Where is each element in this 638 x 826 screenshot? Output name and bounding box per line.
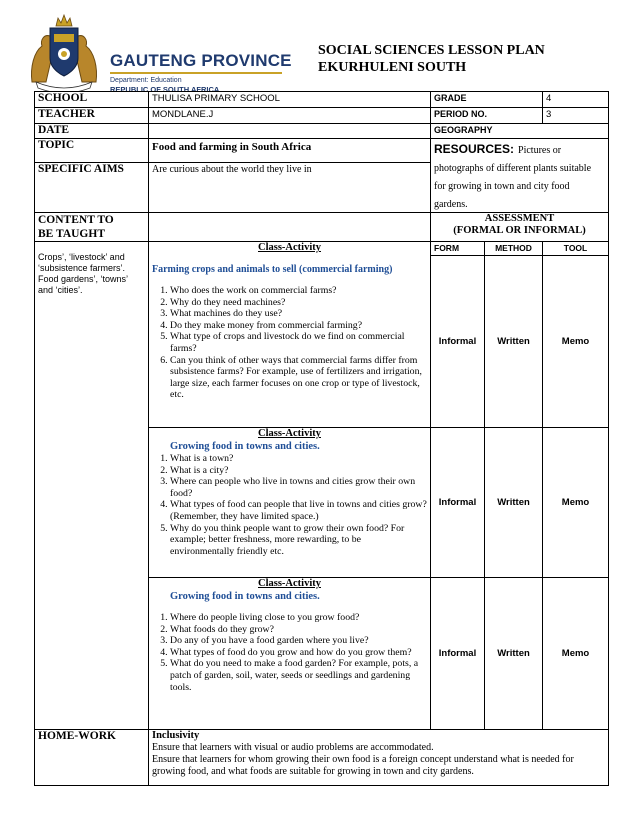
list-item: 1. Where do people living close to you grow food? [170,612,427,624]
period-value: 3 [543,108,609,124]
form-header: FORM [431,242,485,256]
activity-3-title: Class-Activity [258,578,321,589]
method-header: METHOD [485,242,543,256]
activity-3-questions [152,612,427,693]
brand-divider [110,72,282,74]
activity-1-questions [152,285,427,401]
activity-3-method: Written [485,578,543,730]
activity-2-form: Informal [431,428,485,578]
list-item: 3. Do any of you have a food garden where you live? [170,635,427,647]
subject-value: GEOGRAPHY [431,124,609,139]
school-label: SCHOOL [35,92,149,108]
activity-1-method: Written [485,256,543,428]
content-header-blank [149,213,431,242]
activity-2-tool: Memo [543,428,609,578]
content-label-line2: BE TAUGHT [38,228,105,240]
lesson-plan-table [34,91,609,786]
list-item: 1. Who does the work on commercial farms? [170,285,427,297]
content-label [35,213,149,242]
list-item: 5. What do you need to make a food garden? For example, pots, a patch of garden, soil, water, seeds or seedlings and gardening tools. [170,658,427,693]
list-item: 3. Where can people who live in towns and cities grow their own food? [170,476,427,499]
homework-line1: Ensure that learners with visual or audio problems are accommodated. [152,742,434,753]
homework-line2: Ensure that learners for whom growing their own food is a foreign concept understand what is needed for growing food, and what foods are suitable for growing in town and city gardens. [152,754,574,777]
teacher-label: TEACHER [35,108,149,124]
activity-2-cell [149,428,431,578]
list-item: 2. What foods do they grow? [170,624,427,636]
activity-1-title: Class-Activity [258,242,321,253]
school-value: THULISA PRIMARY SCHOOL [149,92,431,108]
document-title-line2: EKURHULENI SOUTH [318,60,467,75]
resources-cell [431,139,609,213]
resources-value: Pictures or photographs of different plants suitable for growing in town and city food gardens. [434,145,592,210]
teacher-row [35,108,609,124]
activity-3-tool: Memo [543,578,609,730]
assessment-line2: (FORMAL OR INFORMAL) [453,225,586,236]
topic-label: TOPIC [35,139,149,163]
brand-title: GAUTENG PROVINCE [110,51,292,70]
coat-of-arms-icon [28,12,100,92]
activity-3-cell [149,578,431,730]
activity-2-title: Class-Activity [258,428,321,439]
list-item: 4. What types of food do you grow and how do you grow them? [170,647,427,659]
school-row [35,92,609,108]
gauteng-logo [28,12,292,94]
list-item: 3. What machines do they use? [170,308,427,320]
assessment-line1: ASSESSMENT [484,213,555,224]
brand-department: Department: Education [110,77,182,84]
homework-heading: Inclusivity [152,730,200,741]
aims-label: SPECIFIC AIMS [35,162,149,212]
assessment-header [431,213,609,242]
activity-2-method: Written [485,428,543,578]
grade-value: 4 [543,92,609,108]
document-title-line1: SOCIAL SCIENCES LESSON PLAN [318,43,545,58]
content-header-row [35,213,609,242]
homework-cell [149,730,609,786]
topic-row [35,139,609,163]
activity-2-subtitle: Growing food in towns and cities. [170,441,320,452]
content-text: Crops’, ‘livestock’ and ‘subsistence farmers’. Food gardens’, ‘towns’ and ‘cities’. [35,242,149,730]
list-item: 5. What type of crops and livestock do we find on commercial farms? [170,331,427,354]
activity-2-questions [152,453,427,557]
list-item: 4. Do they make money from commercial farming? [170,320,427,332]
brand-block [110,52,290,95]
activity-1-header-row [35,242,609,256]
topic-value: Food and farming in South Africa [149,139,431,163]
list-item: 2. Why do they need machines? [170,297,427,309]
activity-1-form: Informal [431,256,485,428]
activity-1-subtitle: Farming crops and animals to sell (commercial farming) [152,264,393,275]
date-label: DATE [35,124,149,139]
tool-header: TOOL [543,242,609,256]
activity-1-tool: Memo [543,256,609,428]
content-label-line1: CONTENT TO [38,214,114,226]
list-item: 6. Can you think of other ways that commercial farms differ from subsistence farms? For example, use of fertilizers and irrigation, large size, each farmer focuses on one crop or type of livestock, etc. [170,355,427,401]
teacher-value: MONDLANE.J [149,108,431,124]
brand-country: REPUBLIC OF SOUTH AFRICA [110,85,220,94]
date-row [35,124,609,139]
activity-3-form: Informal [431,578,485,730]
homework-row [35,730,609,786]
period-label: PERIOD NO. [431,108,543,124]
date-value [149,124,431,139]
document-title [318,42,545,76]
list-item: 5. Why do you think people want to grow their own food? For example; better freshness, more rewarding, to be environmentally friendly etc. [170,523,427,558]
activity-1-cell [149,242,431,428]
list-item: 4. What types of food can people that live in towns and cities grow? (Remember, they have limited space.) [170,499,427,522]
list-item: 2. What is a city? [170,465,427,477]
resources-label: RESOURCES: [434,142,515,156]
activity-3-subtitle: Growing food in towns and cities. [170,591,320,602]
grade-label: GRADE [431,92,543,108]
list-item: 1. What is a town? [170,453,427,465]
aims-value: Are curious about the world they live in [149,162,431,212]
homework-label: HOME-WORK [35,730,149,786]
